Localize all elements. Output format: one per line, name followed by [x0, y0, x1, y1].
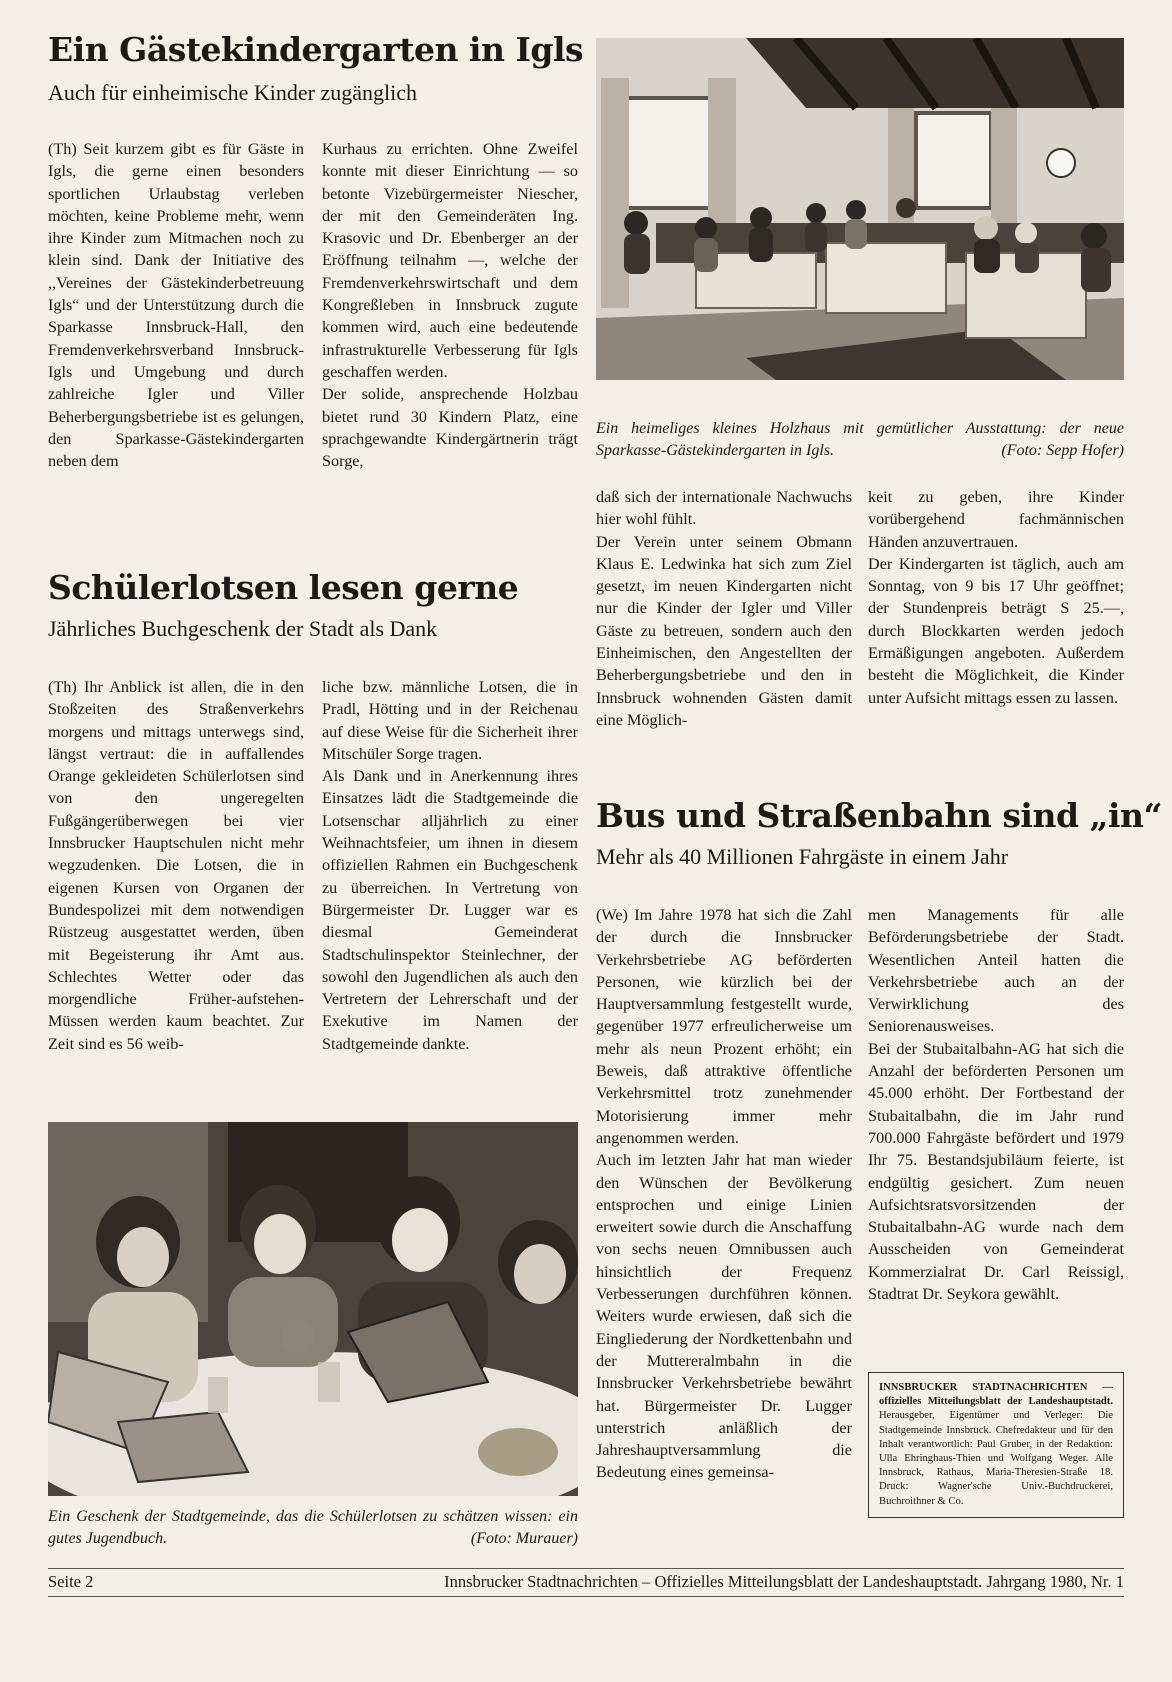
imprint-title: INNSBRUCKER STADTNACHRICHTEN — offizielles Mitteilungsblatt der Landeshauptstadt.: [879, 1382, 1113, 1408]
footer-publication: Innsbrucker Stadtnachrichten – Offizielles Mitteilungsblatt der Landeshauptstadt. Jahrgang 1980, Nr. 1: [444, 1572, 1124, 1591]
footer-rule-bottom: [48, 1596, 1124, 1597]
kindergarten-photo-caption: [596, 418, 1124, 462]
kindergarten-photo-image: [596, 38, 1124, 380]
article1-column-4: [868, 486, 1124, 709]
article1-text: Der Verein unter seinem Obmann Klaus E. Ledwinka hat sich zum Ziel gesetzt, im neuen Kindergarten nicht nur die Kinder der Igler und Viller Gäste zu betreuen, sondern auch den Einheimischen, den Angestellten der Beherbergungsbetriebe und den in Innsbruck wohnenden Gästen damit eine Möglich-: [596, 532, 852, 729]
article3-text: (We) Im Jahre 1978 hat sich die Zahl der durch die Innsbrucker Verkehrsbetriebe AG beförderten Personen, wie kürzlich bei der Hauptversammlung festgestellt wurde, gegenüber 1977 erfreulicherweise um mehr als neun Prozent erhöht; ein Beweis, daß attraktive öffentliche Verkehrsmittel trotz zunehmender Motorisierung immer mehr angenommen werden.: [596, 906, 852, 1147]
article2-text: (Th) Ihr Anblick ist allen, die in den Stoßzeiten des Straßenverkehrs morgens und mittags unterwegs sind, längst vertraut: die in auffallendes Orange gekleideten Schülerlotsen sind von den ungeregelten Fußgängerüberwegen bei vier Innsbrucker Hauptschulen nicht mehr wegzudenken. Die Lotsen, die in eigenen Kursen von Organen der Bundespolizei mit dem notwendigen Rüstzeug ausgestattet werden, üben mit Begeisterung ihr Amt aus. Schlechtes Wetter oder das morgendliche Früher-aufstehen-Müssen werden kaum beachtet. Zur Zeit sind es 56 weib-: [48, 678, 304, 1053]
article1-text: keit zu geben, ihre Kinder vorübergehend fachmännischen Händen anzuvertrauen.: [868, 488, 1124, 551]
schuelerlotsen-photo-image: [48, 1122, 578, 1496]
article2-text: liche bzw. männliche Lotsen, die in Pradl, Hötting und in der Reichenau auf diese Weise für die Sicherheit ihrer Mitschüler Sorge tragen.: [322, 678, 578, 763]
footer-page-number: Seite 2: [48, 1572, 94, 1591]
caption-text: Ein Geschenk der Stadtgemeinde, das die Schülerlotsen zu schätzen wissen: ein gutes Jugendbuch.: [48, 1508, 578, 1547]
article1-text: (Th) Seit kurzem gibt es für Gäste in Igls, die gerne einen besonders sportlichen Urlaubstag verleben möchten, keine Probleme mehr, wenn ihre Kinder zum Mitmachen noch zu klein sind. Dank der Initiative des ,,Vereines der Gästekinderbetreuung Igls“ und der Unterstützung durch die Sparkasse Innsbruck-Hall, den Fremdenverkehrsverband Innsbruck-Igls und Umgebung und durch zahlreiche Igler und Viller Beherbergungsbetriebe ist es gelungen, den Sparkasse-Gästekindergarten neben dem: [48, 140, 304, 471]
article3-text: men Managements für alle Beförderungsbetriebe der Stadt. Wesentlichen Anteil hatten die Verkehrsbetriebe auch an der Verwirklichung des Seniorenausweises.: [868, 906, 1124, 1036]
photo-credit: (Foto: Murauer): [470, 1530, 578, 1547]
article2-text: Als Dank und in Anerkennung ihres Einsatzes lädt die Stadtgemeinde die Lotsenschar alljährlich zu einer Weihnachtsfeier, um ihnen in diesem offiziellen Rahmen ein Buchgeschenk zu überreichen. In Vertretung von Bürgermeister Dr. Lugger war es diesmal Gemeinderat Stadtschulinspektor Steinlechner, der sowohl den Jugendlichen als auch den Vertretern der Lehrerschaft und der Exekutive im Namen der Stadtgemeinde dankte.: [322, 767, 578, 1053]
schuelerlotsen-photo-caption: [48, 1506, 578, 1550]
article3-text: Bei der Stubaitalbahn-AG hat sich die Anzahl der beförderten Personen um 45.000 erhöht. Der Fortbestand der Stubaitalbahn, die im Jahr rund 700.000 Fahrgäste befördert und 1979 Ihr 75. Bestandsjubiläum feierte, ist endgültig gesichert. Zum neuen Aufsichtsratsvorsitzenden der Stubaitalbahn-AG wurde nach dem Ausscheiden von Gemeinderat Kommerzialrat Dr. Carl Reissigl, Stadtrat Dr. Seykora gewählt.: [868, 1039, 1124, 1304]
article1-column-3: [596, 486, 852, 731]
imprint-text: Herausgeber, Eigentümer und Verleger: Die Stadtgemeinde Innsbruck. Chefredakteur und für den Inhalt verantwortlich: Paul Gruber, in der Redaktion: Ulla Ehringhaus-Thien und Wolfgang Weger. Alle Innsbruck, Rathaus, Maria-Theresien-Straße 18. Druck: Wagner'sche Univ.-Buchdruckerei, Buchroithner & Co.: [879, 1410, 1113, 1507]
article1-text: Der solide, ansprechende Holzbau bietet rund 30 Kindern Platz, eine sprachgewandte Kindergärtnerin trägt Sorge,: [322, 385, 578, 471]
article1-subhead: Auch für einheimische Kinder zugänglich: [48, 80, 417, 105]
footer-rule-top: [48, 1568, 1124, 1569]
schuelerlotsen-photo: [48, 1122, 578, 1496]
imprint-box: [868, 1372, 1124, 1518]
article1-text: daß sich der internationale Nachwuchs hier wohl fühlt.: [596, 488, 852, 529]
kindergarten-photo: [596, 38, 1124, 380]
article3-headline: Bus und Straßenbahn sind „in“: [596, 796, 1162, 835]
article3-text: Auch im letzten Jahr hat man wieder den Wünschen der Bevölkerung entsprochen und einige Linien erweitert sowie durch die Anschaffung von sechs neuen Omnibussen auch hinsichtlich der Frequenz Verbesserungen durchführen können. Weiters wurde erwiesen, daß sich die Eingliederung der Nordkettenbahn und der Muttereralmbahn in die Innsbrucker Verkehrsbetriebe bewährt hat. Bürgermeister Dr. Lugger unterstrich anläßlich der Jahreshauptversammlung die Bedeutung eines gemeinsa-: [596, 1151, 852, 1482]
article1-text: Der Kindergarten ist täglich, auch am Sonntag, von 9 bis 17 Uhr geöffnet; der Stundenpreis beträgt S 25.—, durch Blockkarten werden jedoch Ermäßigungen angeboten. Außerdem besteht die Möglichkeit, die Kinder unter Aufsicht mittags essen zu lassen.: [868, 554, 1124, 707]
article3-column-1: [596, 904, 852, 1484]
article2-column-2: [322, 676, 578, 1055]
article2-headline: Schülerlotsen lesen gerne: [48, 568, 519, 607]
photo-credit: (Foto: Sepp Hofer): [1001, 442, 1124, 459]
article1-column-1: [48, 138, 304, 472]
article3-column-2: [868, 904, 1124, 1305]
article2-subhead: Jährliches Buchgeschenk der Stadt als Dank: [48, 616, 438, 641]
article1-column-2: [322, 138, 578, 472]
article3-subhead: Mehr als 40 Millionen Fahrgäste in einem Jahr: [596, 844, 1009, 869]
article2-column-1: [48, 676, 304, 1055]
caption-text: Ein heimeliges kleines Holzhaus mit gemütlicher Ausstattung: der neue Sparkasse-Gästekindergarten in Igls.: [596, 420, 1124, 459]
article1-text: Kurhaus zu errichten. Ohne Zweifel konnte mit dieser Einrichtung — so betonte Vizebürgermeister Niescher, der mit den Gemeinderäten Ing. Krasovic und Dr. Ebenberger an der Eröffnung teilnahm —, welche der Fremdenverkehrswirtschaft und dem Kongreßleben in Innsbruck zugute kommen wird, auch eine bedeutende infrastrukturelle Verbesserung für Igls geschaffen werden.: [322, 140, 578, 381]
article1-headline: Ein Gästekindergarten in Igls: [48, 30, 584, 69]
